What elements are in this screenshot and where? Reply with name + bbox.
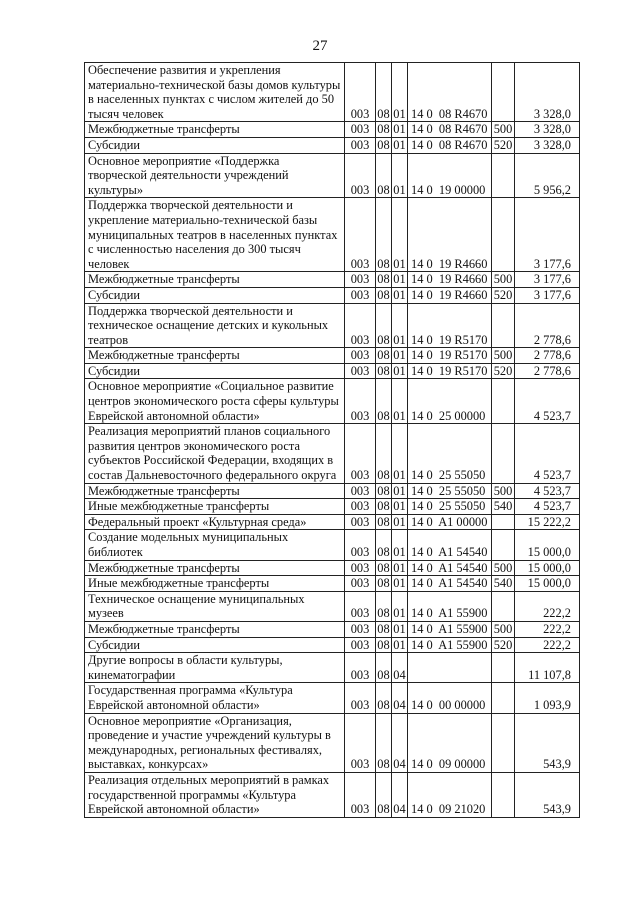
section-code-cell: 08 (377, 560, 390, 575)
amount-cell: 15 222,2 (515, 514, 580, 530)
ministry-code-cell: 003 (345, 514, 376, 530)
amount-cell: 4 523,7 (515, 424, 580, 483)
item-name-cell: Другие вопросы в области культуры, кинематографии (85, 653, 345, 683)
section-code-cell: 08 (377, 137, 390, 152)
subsection-code-cell: 01 (393, 483, 406, 498)
table-row (85, 303, 580, 348)
ministry-code-cell: 003 (345, 621, 376, 637)
target-item-code-cell (408, 653, 492, 683)
target-item-code-cell: 14 0 19 R5170 (408, 303, 492, 348)
table-row (85, 424, 580, 483)
section-code-cell: 08 (377, 637, 390, 652)
subsection-code-cell: 01 (392, 153, 408, 198)
amount-cell: 2 778,6 (515, 303, 580, 348)
target-item-code-cell: 14 0 A1 54540 (408, 576, 492, 592)
amount-cell: 543,9 (515, 713, 580, 772)
expense-type-code-cell (492, 683, 515, 713)
item-name-cell: Субсидии (85, 137, 345, 153)
table-body (85, 63, 580, 818)
amount-cell: 3 177,6 (515, 272, 580, 288)
expense-type-code-cell (492, 303, 515, 348)
subsection-code-cell: 01 (393, 514, 406, 529)
subsection-code-cell: 01 (393, 287, 406, 302)
amount-cell: 3 328,0 (515, 122, 580, 138)
item-name-cell: Межбюджетные трансферты (85, 348, 345, 364)
amount-cell: 3 328,0 (515, 137, 580, 153)
amount-cell: 15 000,0 (515, 560, 580, 576)
target-item-code-cell: 14 0 09 21020 (408, 772, 492, 817)
section-code-cell: 08 (376, 198, 392, 272)
ministry-code-cell: 003 (345, 683, 376, 713)
ministry-code-cell: 003 (345, 287, 376, 303)
subsection-code-cell: 01 (392, 63, 408, 122)
expense-type-code-cell (492, 424, 515, 483)
section-code-cell: 08 (377, 576, 390, 591)
table-row (85, 198, 580, 272)
subsection-code-cell: 04 (392, 683, 408, 713)
subsection-code-cell: 01 (392, 591, 408, 621)
table-row (85, 637, 580, 653)
amount-cell: 3 177,6 (515, 287, 580, 303)
subsection-code-cell: 04 (392, 772, 408, 817)
amount-cell: 5 956,2 (515, 153, 580, 198)
subsection-code-cell: 01 (392, 303, 408, 348)
subsection-code-cell: 01 (393, 122, 406, 137)
subsection-code-cell: 01 (393, 363, 406, 378)
amount-cell: 3 177,6 (515, 198, 580, 272)
amount-cell: 222,2 (515, 621, 580, 637)
table-row (85, 63, 580, 122)
section-code-cell: 08 (377, 272, 390, 287)
item-name-cell: Создание модельных муниципальных библиотек (85, 530, 345, 560)
target-item-code-cell: 14 0 19 00000 (408, 153, 492, 198)
expense-type-code-cell (492, 530, 515, 560)
ministry-code-cell: 003 (345, 591, 376, 621)
subsection-code-cell: 01 (393, 499, 406, 514)
amount-cell: 3 328,0 (515, 63, 580, 122)
section-code-cell: 08 (377, 122, 390, 137)
item-name-cell: Межбюджетные трансферты (85, 560, 345, 576)
ministry-code-cell: 003 (345, 122, 376, 138)
item-name-cell: Субсидии (85, 363, 345, 379)
expense-type-code-cell (492, 591, 515, 621)
ministry-code-cell: 003 (345, 576, 376, 592)
table-row (85, 483, 580, 499)
table-row (85, 772, 580, 817)
table-row (85, 530, 580, 560)
section-code-cell: 08 (376, 379, 392, 424)
table-row (85, 137, 580, 153)
section-code-cell: 08 (377, 287, 390, 302)
section-code-cell: 08 (376, 63, 392, 122)
target-item-code-cell: 14 0 A1 55900 (408, 637, 492, 653)
section-code-cell: 08 (376, 591, 392, 621)
section-code-cell: 08 (377, 483, 390, 498)
subsection-code-cell: 01 (393, 348, 406, 363)
expense-type-code-cell: 500 (492, 348, 515, 364)
table-row (85, 153, 580, 198)
subsection-code-cell: 01 (392, 379, 408, 424)
table-row (85, 560, 580, 576)
subsection-code-cell: 01 (392, 424, 408, 483)
section-code-cell: 08 (376, 303, 392, 348)
item-name-cell: Техническое оснащение муниципальных музеев (85, 591, 345, 621)
ministry-code-cell: 003 (345, 153, 376, 198)
item-name-cell: Реализация мероприятий планов социального развития центров экономического роста субъектов Российской Федерации, входящих в состав Дальневосточного федерального округа (85, 424, 345, 483)
table-row (85, 713, 580, 772)
ministry-code-cell: 003 (345, 363, 376, 379)
ministry-code-cell: 003 (345, 63, 376, 122)
section-code-cell: 08 (376, 530, 392, 560)
table-row (85, 621, 580, 637)
table-row (85, 363, 580, 379)
subsection-code-cell: 01 (393, 621, 406, 636)
table-row (85, 379, 580, 424)
subsection-code-cell: 01 (393, 560, 406, 575)
item-name-cell: Межбюджетные трансферты (85, 621, 345, 637)
ministry-code-cell: 003 (345, 637, 376, 653)
table-row (85, 348, 580, 364)
amount-cell: 1 093,9 (515, 683, 580, 713)
section-code-cell: 08 (376, 683, 392, 713)
expense-type-code-cell: 500 (492, 122, 515, 138)
item-name-cell: Основное мероприятие «Организация, проведение и участие учреждений культуры в международных, региональных фестивалях, выставках, конкурсах» (85, 713, 345, 772)
target-item-code-cell: 14 0 A1 54540 (408, 560, 492, 576)
amount-cell: 15 000,0 (515, 530, 580, 560)
target-item-code-cell: 14 0 A1 54540 (408, 530, 492, 560)
subsection-code-cell: 01 (393, 637, 406, 652)
table-row (85, 499, 580, 515)
expense-type-code-cell: 500 (492, 272, 515, 288)
expense-type-code-cell: 500 (492, 621, 515, 637)
expense-type-code-cell (492, 153, 515, 198)
item-name-cell: Реализация отдельных мероприятий в рамках государственной программы «Культура Еврейской автономной области» (85, 772, 345, 817)
item-name-cell: Субсидии (85, 287, 345, 303)
ministry-code-cell: 003 (345, 560, 376, 576)
expense-type-code-cell: 520 (492, 363, 515, 379)
ministry-code-cell: 003 (345, 713, 376, 772)
target-item-code-cell: 14 0 A1 55900 (408, 621, 492, 637)
subsection-code-cell: 01 (393, 137, 406, 152)
target-item-code-cell: 14 0 19 R5170 (408, 363, 492, 379)
target-item-code-cell: 14 0 00 00000 (408, 683, 492, 713)
ministry-code-cell: 003 (345, 379, 376, 424)
ministry-code-cell: 003 (345, 137, 376, 153)
subsection-code-cell: 01 (392, 198, 408, 272)
section-code-cell: 08 (376, 653, 392, 683)
expense-type-code-cell: 540 (492, 576, 515, 592)
ministry-code-cell: 003 (345, 272, 376, 288)
target-item-code-cell: 14 0 08 R4670 (408, 122, 492, 138)
section-code-cell: 08 (377, 348, 390, 363)
subsection-code-cell: 01 (392, 530, 408, 560)
subsection-code-cell: 04 (392, 653, 408, 683)
expense-type-code-cell: 520 (492, 137, 515, 153)
target-item-code-cell: 14 0 A1 55900 (408, 591, 492, 621)
table-row (85, 287, 580, 303)
item-name-cell: Иные межбюджетные трансферты (85, 576, 345, 592)
item-name-cell: Межбюджетные трансферты (85, 122, 345, 138)
section-code-cell: 08 (376, 772, 392, 817)
table-row (85, 122, 580, 138)
ministry-code-cell: 003 (345, 530, 376, 560)
table-row (85, 653, 580, 683)
expense-type-code-cell: 540 (492, 499, 515, 515)
target-item-code-cell: 14 0 09 00000 (408, 713, 492, 772)
subsection-code-cell: 04 (392, 713, 408, 772)
amount-cell: 15 000,0 (515, 576, 580, 592)
table-row (85, 514, 580, 530)
target-item-code-cell: 14 0 25 55050 (408, 483, 492, 499)
expense-type-code-cell (492, 379, 515, 424)
amount-cell: 4 523,7 (515, 499, 580, 515)
expense-type-code-cell (492, 713, 515, 772)
target-item-code-cell: 14 0 08 R4670 (408, 63, 492, 122)
target-item-code-cell: 14 0 19 R4660 (408, 287, 492, 303)
target-item-code-cell: 14 0 08 R4670 (408, 137, 492, 153)
section-code-cell: 08 (377, 499, 390, 514)
expense-type-code-cell (492, 198, 515, 272)
amount-cell: 11 107,8 (515, 653, 580, 683)
expense-type-code-cell: 500 (492, 483, 515, 499)
expense-type-code-cell: 500 (492, 560, 515, 576)
ministry-code-cell: 003 (345, 772, 376, 817)
expense-type-code-cell: 520 (492, 637, 515, 653)
amount-cell: 2 778,6 (515, 363, 580, 379)
budget-table (84, 62, 580, 818)
ministry-code-cell: 003 (345, 653, 376, 683)
ministry-code-cell: 003 (345, 348, 376, 364)
table-row (85, 272, 580, 288)
ministry-code-cell: 003 (345, 483, 376, 499)
ministry-code-cell: 003 (345, 198, 376, 272)
section-code-cell: 08 (377, 514, 390, 529)
item-name-cell: Основное мероприятие «Социальное развитие центров экономического роста сферы культуры Еврейской автономной области» (85, 379, 345, 424)
expense-type-code-cell (492, 772, 515, 817)
ministry-code-cell: 003 (345, 303, 376, 348)
amount-cell: 222,2 (515, 591, 580, 621)
item-name-cell: Поддержка творческой деятельности и техническое оснащение детских и кукольных театров (85, 303, 345, 348)
amount-cell: 4 523,7 (515, 379, 580, 424)
item-name-cell: Федеральный проект «Культурная среда» (85, 514, 345, 530)
target-item-code-cell: 14 0 19 R4660 (408, 198, 492, 272)
expense-type-code-cell: 520 (492, 287, 515, 303)
table-row (85, 576, 580, 592)
item-name-cell: Иные межбюджетные трансферты (85, 499, 345, 515)
table-row (85, 591, 580, 621)
section-code-cell: 08 (376, 713, 392, 772)
ministry-code-cell: 003 (345, 499, 376, 515)
page-number: 27 (312, 38, 328, 54)
item-name-cell: Основное мероприятие «Поддержка творческой деятельности учреждений культуры» (85, 153, 345, 198)
section-code-cell: 08 (377, 363, 390, 378)
amount-cell: 222,2 (515, 637, 580, 653)
item-name-cell: Обеспечение развития и укрепления материально-технической базы домов культуры в населенных пунктах с числом жителей до 50 тысяч человек (85, 63, 345, 122)
amount-cell: 543,9 (515, 772, 580, 817)
item-name-cell: Субсидии (85, 637, 345, 653)
target-item-code-cell: 14 0 25 55050 (408, 499, 492, 515)
amount-cell: 2 778,6 (515, 348, 580, 364)
amount-cell: 4 523,7 (515, 483, 580, 499)
target-item-code-cell: 14 0 19 R5170 (408, 348, 492, 364)
expense-type-code-cell (492, 63, 515, 122)
item-name-cell: Межбюджетные трансферты (85, 483, 345, 499)
target-item-code-cell: 14 0 25 00000 (408, 379, 492, 424)
item-name-cell: Межбюджетные трансферты (85, 272, 345, 288)
section-code-cell: 08 (376, 424, 392, 483)
target-item-code-cell: 14 0 19 R4660 (408, 272, 492, 288)
item-name-cell: Поддержка творческой деятельности и укрепление материально-технической базы муниципальных театров в населенных пунктах с численностью населения до 300 тысяч человек (85, 198, 345, 272)
expense-type-code-cell (492, 653, 515, 683)
table-row (85, 683, 580, 713)
subsection-code-cell: 01 (393, 576, 406, 591)
expense-type-code-cell (492, 514, 515, 530)
item-name-cell: Государственная программа «Культура Еврейской автономной области» (85, 683, 345, 713)
target-item-code-cell: 14 0 25 55050 (408, 424, 492, 483)
target-item-code-cell: 14 0 A1 00000 (408, 514, 492, 530)
section-code-cell: 08 (377, 621, 390, 636)
ministry-code-cell: 003 (345, 424, 376, 483)
subsection-code-cell: 01 (393, 272, 406, 287)
section-code-cell: 08 (376, 153, 392, 198)
